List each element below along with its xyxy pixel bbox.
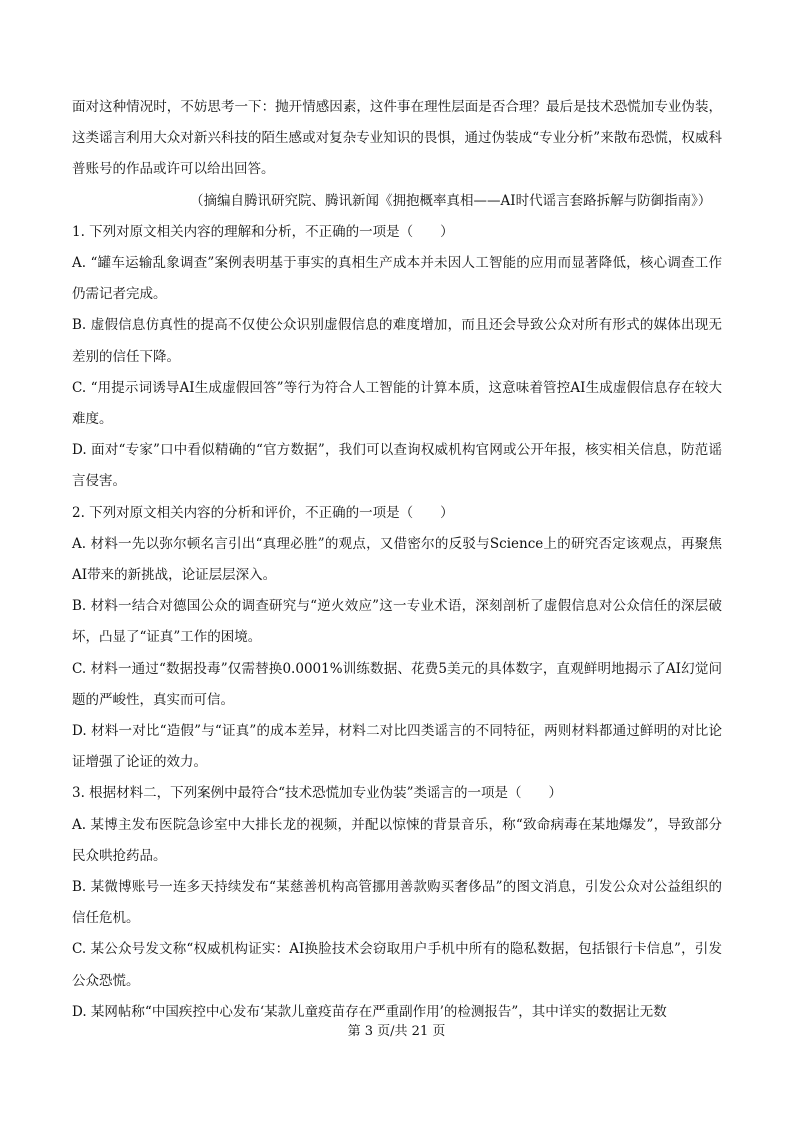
option-d: D. 材料一对比“造假”与“证真”的成本差异，材料二对比四类谣言的不同特征，两则材料都通过鲜明的对比论证增强了论证的效力。 [72, 723, 722, 771]
option-b: B. 材料一结合对德国公众的调查研究与“逆火效应”这一专业术语，深刻剖析了虚假信息对公众信任的深层破坏，凸显了“证真”工作的困境。 [72, 598, 722, 646]
question-stem: 3. 根据材料二，下列案例中最符合“技术恐慌加专业伪装”类谣言的一项是（ ） [72, 785, 562, 802]
source-citation: （摘编自腾讯研究院、腾讯新闻《拥抱概率真相——AI时代谣言套路拆解与防御指南》） [190, 192, 712, 209]
page-number: 第 3 页/共 21 页 [347, 1024, 446, 1039]
question-stem: 2. 下列对原文相关内容的分析和评价，不正确的一项是（ ） [72, 504, 454, 521]
option-d: D. 面对“专家”口中看似精确的“官方数据”，我们可以查询权威机构官网或公开年报，核实相关信息，防范谣言侵害。 [72, 442, 722, 490]
option-a: A. “罐车运输乱象调查”案例表明基于事实的真相生产成本并未因人工智能的应用而显著降低，核心调查工作仍需记者完成。 [72, 255, 722, 303]
option-b: B. 某微博账号一连多天持续发布“某慈善机构高管挪用善款购买奢侈品”的图文消息，引发公众对公益组织的信任危机。 [72, 879, 722, 927]
document-body [72, 92, 722, 1028]
option-a: A. 材料一先以弥尔顿名言引出“真理必胜”的观点，又借密尔的反驳与Science上的研究否定该观点，再聚焦AI带来的新挑战，论证层层深入。 [72, 535, 722, 584]
option-d: D. 某网帖称“中国疾控中心发布‘某款儿童疫苗存在严重副作用’的检测报告”，其中详实的数据让无数 [72, 1003, 667, 1020]
question-2 [72, 498, 722, 779]
question-stem: 1. 下列对原文相关内容的理解和分析，不正确的一项是（ ） [72, 223, 454, 240]
option-c: C. 某公众号发文称“权威机构证实：AI换脸技术会窃取用户手机中所有的隐私数据，包括银行卡信息”，引发公众恐慌。 [72, 941, 722, 989]
question-1 [72, 217, 722, 498]
option-b: B. 虚假信息仿真性的提高不仅使公众识别虚假信息的难度增加，而且还会导致公众对所有形式的媒体出现无差别的信任下降。 [72, 317, 722, 365]
option-c: C. 材料一通过“数据投毒”仅需替换0.0001%训练数据、花费5美元的具体数字，直观鲜明地揭示了AI幻觉问题的严峻性，真实而可信。 [72, 660, 722, 708]
option-a: A. 某博主发布医院急诊室中大排长龙的视频，并配以惊悚的背景音乐，称“致命病毒在某地爆发”，导致部分民众哄抢药品。 [72, 816, 722, 864]
question-3 [72, 778, 722, 1028]
body-paragraph: 面对这种情况时，不妨思考一下：抛开情感因素，这件事在理性层面是否合理？最后是技术恐慌加专业伪装，这类谣言利用大众对新兴科技的陌生感或对复杂专业知识的畏惧，通过伪装成“专业分析”来散布恐慌，权威科普账号的作品或许可以给出回答。 [72, 99, 722, 178]
option-c: C. “用提示词诱导AI生成虚假回答”等行为符合人工智能的计算本质，这意味着管控AI生成虚假信息存在较大难度。 [72, 379, 722, 428]
